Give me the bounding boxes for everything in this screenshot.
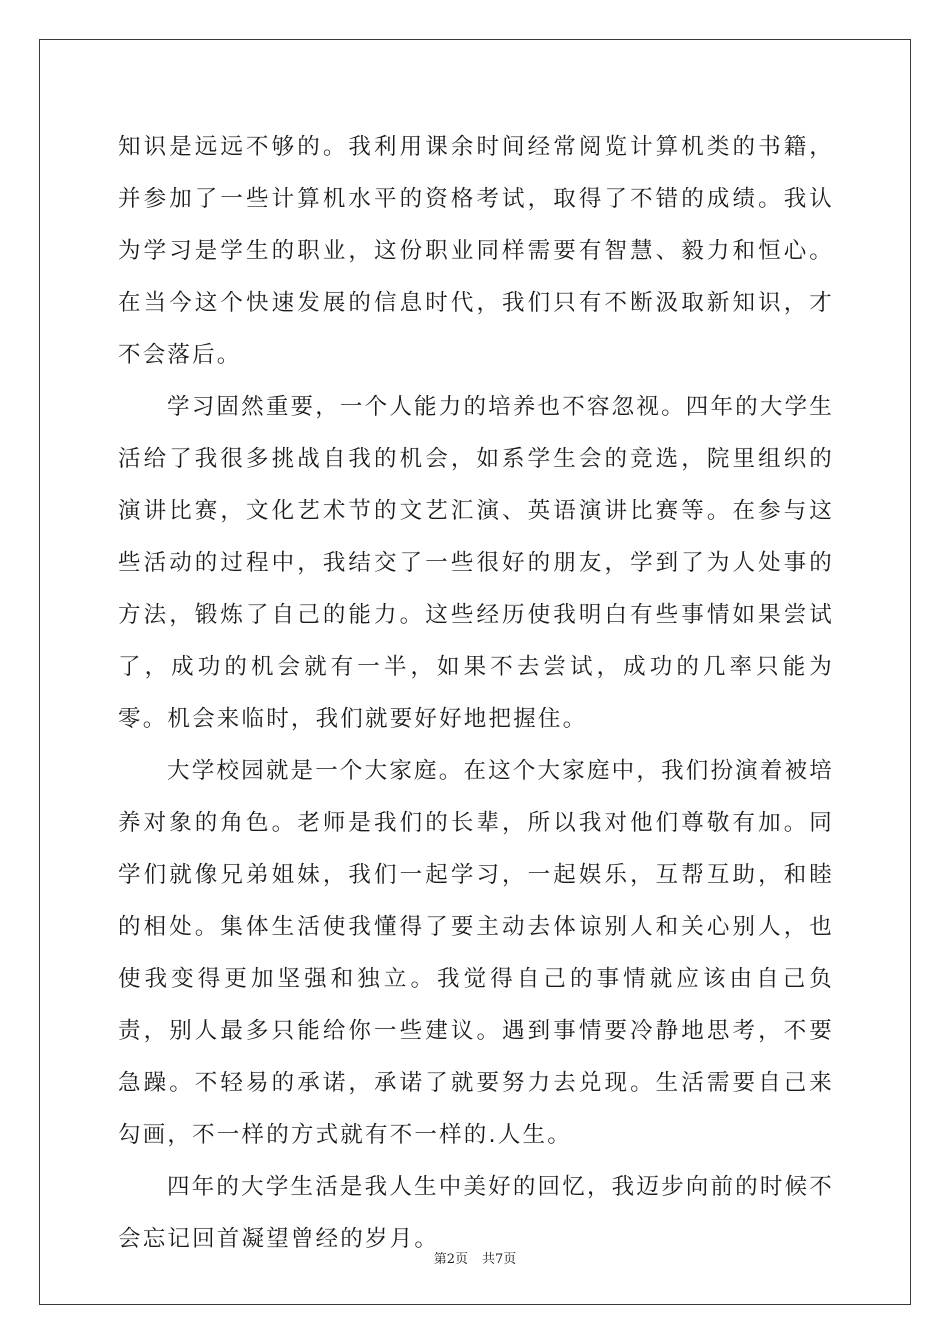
paragraph-4: 四年的大学生活是我人生中美好的回忆，我迈步向前的时候不会忘记回首凝望曾经的岁月。 xyxy=(118,1174,834,1252)
paragraph-2: 学习固然重要，一个人能力的培养也不容忽视。四年的大学生活给了我很多挑战自我的机会，如系学生会的竞选，院里组织的演讲比赛，文化艺术节的文艺汇演、英语演讲比赛等。在参与这些活动的过程中，我结交了一些很好的朋友，学到了为人处事的方法，锻炼了自己的能力。这些经历使我明白有些事情如果尝试了，成功的机会就有一半，如果不去尝试，成功的几率只能为零。机会来临时，我们就要好好地把握住。 xyxy=(118,394,834,732)
paragraph-3: 大学校园就是一个大家庭。在这个大家庭中，我们扮演着被培养对象的角色。老师是我们的长辈，所以我对他们尊敬有加。同学们就像兄弟姐妹，我们一起学习，一起娱乐，互帮互助，和睦的相处。集体生活使我懂得了要主动去体谅别人和关心别人，也使我变得更加坚强和独立。我觉得自己的事情就应该由自己负责，别人最多只能给你一些建议。遇到事情要冷静地思考，不要急躁。不轻易的承诺，承诺了就要努力去兑现。生活需要自己来勾画，不一样的方式就有不一样的.人生。 xyxy=(118,758,834,1148)
page-footer xyxy=(0,1248,950,1267)
document-body xyxy=(118,121,834,1265)
paragraph-1: 知识是远远不够的。我利用课余时间经常阅览计算机类的书籍，并参加了一些计算机水平的资格考试，取得了不错的成绩。我认为学习是学生的职业，这份职业同样需要有智慧、毅力和恒心。在当今这个快速发展的信息时代，我们只有不断汲取新知识，才不会落后。 xyxy=(118,134,834,368)
current-page-label: 第2页 xyxy=(433,1252,468,1267)
total-pages-label: 共7页 xyxy=(482,1252,517,1267)
